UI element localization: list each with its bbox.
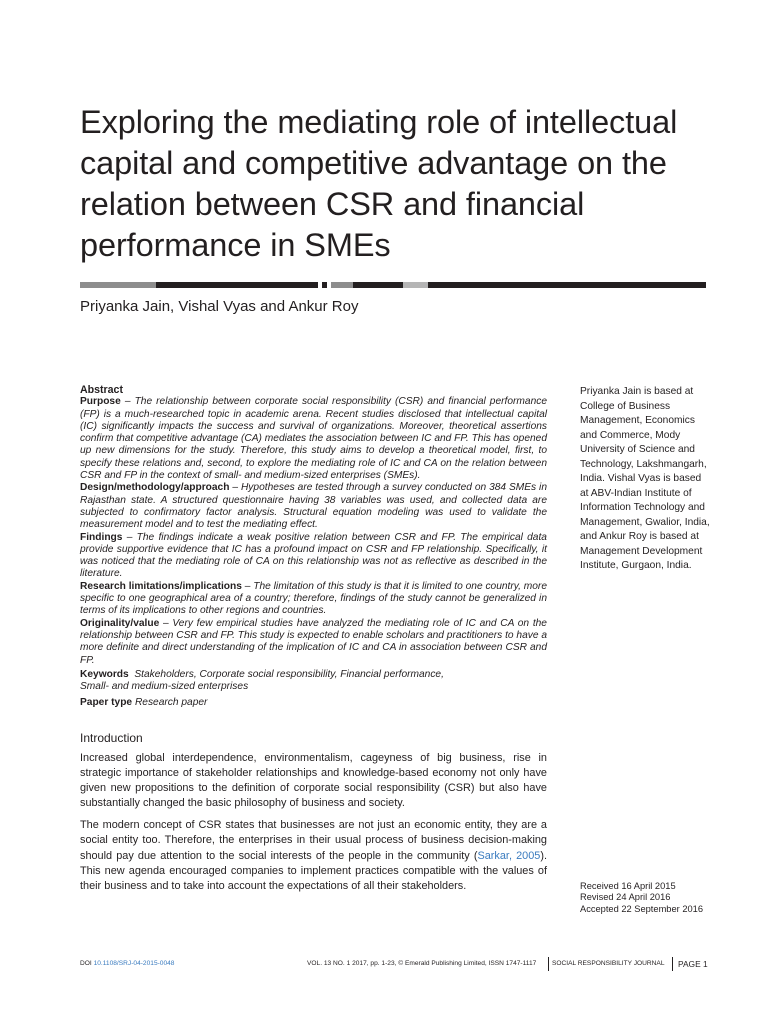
footer-separator [548, 957, 549, 971]
keywords-label: Keywords [80, 668, 129, 680]
keywords-line-1: Stakeholders, Corporate social responsibility, Financial performance, [134, 668, 444, 680]
article-title: Exploring the mediating role of intellectual capital and competitive advantage on the relation between CSR and financial performance in SMEs [80, 104, 678, 263]
purpose-text: The relationship between corporate social responsibility (CSR) and financial performance (FP) is a much-researched topic in academic arena. Recent studies disclosed that intellectual capital (IC) significantly impacts the success and survival of organizations. Moreover, theoretical assertions confirm that competitive advantage (CA) mediates the association between IC and FP. This has opened up new dimensions for the study. Therefore, this study aims to develop a theoretical model, first, to specify these relations and, second, to explore the mediating role of IC and CA on the relation between CSR and FP in the context of small- and medium-sized enterprises (SMEs). [80, 396, 547, 482]
rule-segment [428, 282, 476, 288]
abstract-findings [80, 532, 547, 581]
design-label: Design/methodology/approach [80, 482, 230, 494]
rule-segment [476, 282, 706, 288]
received-date: Received 16 April 2015 [580, 881, 676, 891]
doi-label: DOI [80, 960, 92, 967]
abstract-design [80, 482, 547, 531]
dash: – [232, 482, 239, 494]
intro-paragraph-2 [80, 818, 547, 893]
doi-link[interactable]: 10.1108/SRJ-04-2015-0048 [93, 960, 175, 967]
author-affiliations: Priyanka Jain is based at College of Business Management, Economics and Commerce, Mody University of Science and Technology, Lakshmangarh, India. Vishal Vyas is based at ABV-Indian Institute of Information Technology and Management, Gwalior, India, and Ankur Roy is based at Management Development Institute, Gurgaon, India. [580, 386, 710, 571]
abstract-limitations [80, 581, 547, 618]
para2-text-start: The modern concept of CSR states that businesses are not just an economic entity, they are a social entity too. Therefore, the enterprises in their usual process of business decision-making should pay due attention to the social interests of the people in the community ( [80, 819, 547, 862]
originality-text: Very few empirical studies have analyzed the mediating role of IC and CA on the relationship between CSR and FP. This study is expected to enable scholars and practitioners to have a more definite and direct understanding of the implication of IC and CA in association between CSR and FP. [80, 617, 548, 666]
design-text: Hypotheses are tested through a survey conducted on 384 SMEs in Rajasthan state. A structured questionnaire having 38 variables was used, and collected data are subjected to confirmatory factor analysis. Structural equation modeling was used to validate the measurement model and to test the mediating effect. [80, 482, 547, 531]
rule-segment [403, 282, 428, 288]
doi [80, 960, 174, 967]
abstract-block [80, 384, 547, 710]
dash: – [244, 580, 251, 592]
journal-name: SOCIAL RESPONSIBILITY JOURNAL [552, 960, 665, 967]
dash: – [124, 396, 131, 408]
findings-label: Findings [80, 531, 123, 543]
abstract-heading: Abstract [80, 384, 123, 396]
citation-link[interactable]: Sarkar, 2005 [477, 849, 541, 862]
paper-type [80, 697, 547, 709]
page-number: PAGE 1 [678, 959, 708, 969]
rule-segment [156, 282, 318, 288]
author-list: Priyanka Jain, Vishal Vyas and Ankur Roy [80, 298, 359, 315]
rule-segment [80, 282, 156, 288]
abstract-originality [80, 618, 547, 667]
page-footer [80, 957, 710, 971]
intro-paragraph-1: Increased global interdependence, environmentalism, cageyness of big business, rise in strategic importance of stakeholder relationships and knowledge-based economy not only have given new propositions to the definition of corporate social responsibility (CSR) but also have substantially changed the basic philosophy of business and society. [80, 752, 547, 810]
keywords-line-2: Small- and medium-sized enterprises [80, 681, 249, 693]
title-divider-rule [80, 282, 706, 288]
rule-segment [353, 282, 403, 288]
purpose-label: Purpose [80, 396, 121, 408]
originality-label: Originality/value [80, 617, 160, 629]
findings-text: The findings indicate a weak positive relation between CSR and FP. The empirical data provide supportive evidence that IC has a profound impact on CSR and FP relationship. Specifically, it was noticed that the mediating role of CA on this relationship was not as reflective as described in the literature. [80, 531, 547, 580]
paper-type-value: Research paper [134, 697, 208, 709]
dash: – [162, 617, 169, 629]
volume-info: VOL. 13 NO. 1 2017, pp. 1-23, © Emerald Publishing Limited, ISSN 1747-1117 [307, 960, 537, 967]
footer-separator [672, 957, 673, 971]
para2-text-end: ). This new agenda encouraged companies to implement practices compatible with the values of their business and to take into account the expectations of all their stakeholders. [80, 849, 547, 892]
abstract-purpose [80, 396, 547, 482]
introduction-heading: Introduction [80, 731, 143, 745]
rule-segment [331, 282, 353, 288]
keywords [80, 669, 547, 694]
submission-dates [580, 881, 720, 915]
limitations-label: Research limitations/implications [80, 580, 242, 592]
accepted-date: Accepted 22 September 2016 [580, 903, 704, 914]
revised-date: Revised 24 April 2016 [580, 892, 671, 903]
limitations-text: The limitation of this study is that it is limited to one country, more specific to one geographical area of a country; therefore, findings of the study cannot be generalized in terms of its implications to other regions and countries. [80, 580, 547, 617]
dash: – [126, 531, 133, 543]
introduction-body [80, 751, 547, 901]
paper-type-label: Paper type [80, 697, 133, 709]
